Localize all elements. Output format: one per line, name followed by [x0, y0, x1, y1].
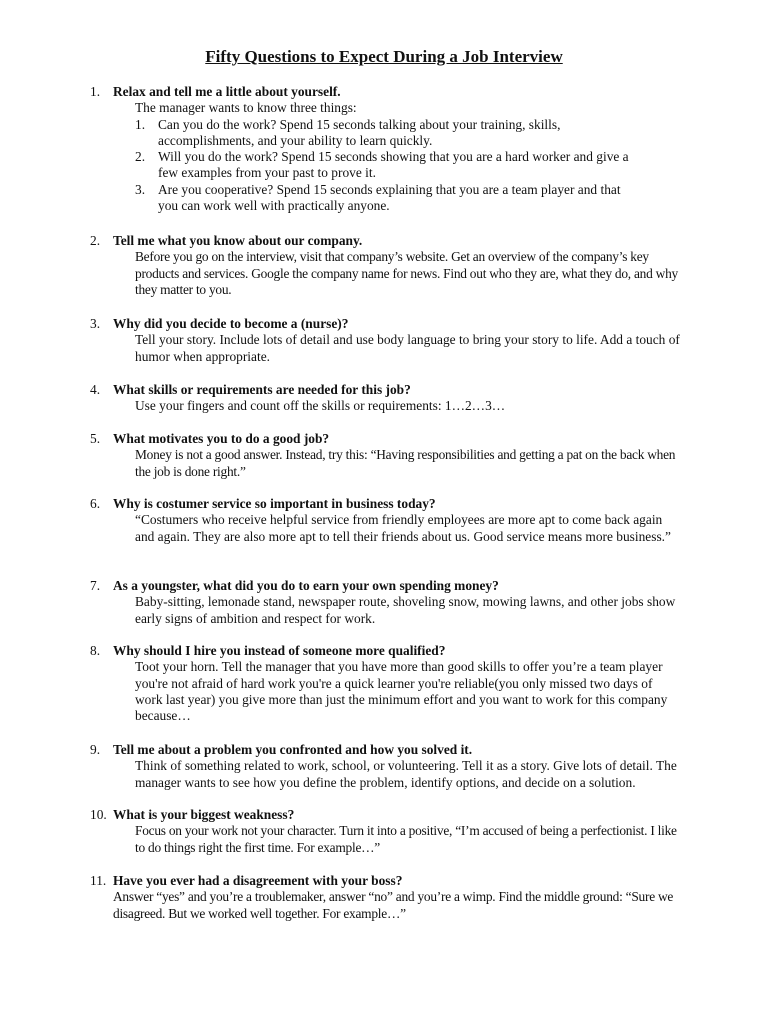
question-row	[90, 233, 690, 249]
question-item	[90, 431, 690, 480]
question-item	[90, 742, 690, 791]
question-item	[90, 643, 690, 724]
question-number: 11.	[90, 873, 107, 888]
question-row	[90, 316, 690, 332]
sub-list-item	[135, 117, 635, 150]
question-text: What motivates you to do a good job?	[113, 431, 330, 446]
answer-text: Money is not a good answer. Instead, try this: “Having responsibilities and getting a pat on the back when the job is done right.”	[135, 447, 676, 479]
question-number: 3.	[90, 316, 101, 331]
question-text: As a youngster, what did you do to earn your own spending money?	[113, 578, 499, 593]
question-item	[90, 807, 690, 856]
question-text: Why should I hire you instead of someone more qualified?	[113, 643, 446, 658]
question-row	[90, 643, 690, 659]
sub-list	[135, 117, 635, 215]
question-number: 7.	[90, 578, 101, 593]
answer-text: Tell your story. Include lots of detail and use body language to bring your story to life. Add a touch of humor when appropriate.	[135, 332, 680, 364]
sub-list-item	[135, 149, 635, 182]
page-title: Fifty Questions to Expect During a Job Interview	[205, 47, 563, 66]
question-text: Why did you decide to become a (nurse)?	[113, 316, 349, 331]
question-row	[90, 431, 690, 447]
question-number: 5.	[90, 431, 101, 446]
question-text: Why is costumer service so important in business today?	[113, 496, 436, 511]
question-number: 10.	[90, 807, 107, 822]
question-row	[90, 496, 690, 512]
question-row	[90, 742, 690, 758]
answer-text: Focus on your work not your character. Turn it into a positive, “I’m accused of being a perfectionist. I like to do things right the first time. For example…”	[135, 823, 677, 855]
question-text: Relax and tell me a little about yourself.	[113, 84, 341, 99]
question-text: What is your biggest weakness?	[113, 807, 295, 822]
sub-item-text: Are you cooperative? Spend 15 seconds explaining that you are a team player and that you can work well with practically anyone.	[158, 181, 621, 214]
question-text: Tell me what you know about our company.	[113, 233, 363, 248]
question-item	[90, 316, 690, 365]
sub-item-number: 2.	[135, 149, 146, 165]
question-row	[90, 84, 690, 100]
question-number: 6.	[90, 496, 101, 511]
answer-text: Before you go on the interview, visit that company’s website. Get an overview of the company’s key products and services. Google the company name for news. Find out who they are, what they do, and why they matter to you.	[135, 249, 678, 297]
question-row	[90, 382, 690, 398]
question-number: 8.	[90, 643, 101, 658]
question-row	[90, 873, 690, 889]
sub-item-text: Will you do the work? Spend 15 seconds showing that you are a hard worker and give a few examples from your past to prove it.	[158, 149, 629, 181]
question-item	[90, 84, 690, 214]
question-text: Have you ever had a disagreement with your boss?	[113, 873, 403, 888]
question-item	[90, 496, 690, 545]
question-text: Tell me about a problem you confronted and how you solved it.	[113, 742, 473, 757]
question-number: 4.	[90, 382, 101, 397]
question-number: 2.	[90, 233, 101, 248]
sub-list-item	[135, 182, 635, 215]
sub-item-text: Can you do the work? Spend 15 seconds talking about your training, skills, accomplishments, and your ability to learn quickly.	[158, 116, 561, 148]
answer-text: Use your fingers and count off the skills or requirements: 1…2…3…	[135, 398, 506, 414]
question-item	[90, 382, 690, 415]
question-text: What skills or requirements are needed for this job?	[113, 382, 411, 397]
question-row	[90, 578, 690, 594]
question-item	[90, 578, 690, 627]
answer-text: The manager wants to know three things:	[135, 100, 357, 116]
question-number: 1.	[90, 84, 101, 99]
question-row	[90, 807, 690, 823]
answer-text: Think of something related to work, school, or volunteering. Tell it as a story. Give lots of detail. The manager wants to see how you define the problem, identify options, and decide on a solution.	[135, 758, 677, 790]
answer-text: “Costumers who receive helpful service from friendly employees are more apt to come back again and again. They are also more apt to tell their friends about us. Good service means more business.”	[135, 512, 671, 544]
question-item	[90, 233, 690, 298]
sub-item-number: 3.	[135, 181, 146, 197]
answer-text: Toot your horn. Tell the manager that you have more than good skills to offer you’re a team player you're not afraid of hard work you're a quick learner you're reliable(you only missed two days of work last year) you give more than just the minimum effort and you want to work for this company because…	[135, 659, 668, 724]
answer-text: Answer “yes” and you’re a troublemaker, answer “no” and you’re a wimp. Find the middle ground: “Sure we disagreed. But we worked well together. For example…”	[113, 889, 674, 921]
answer-text: Baby-sitting, lemonade stand, newspaper route, shoveling snow, mowing lawns, and other jobs show early signs of ambition and respect for work.	[135, 594, 676, 626]
question-item	[90, 873, 690, 922]
sub-item-number: 1.	[135, 116, 146, 132]
question-number: 9.	[90, 742, 101, 757]
